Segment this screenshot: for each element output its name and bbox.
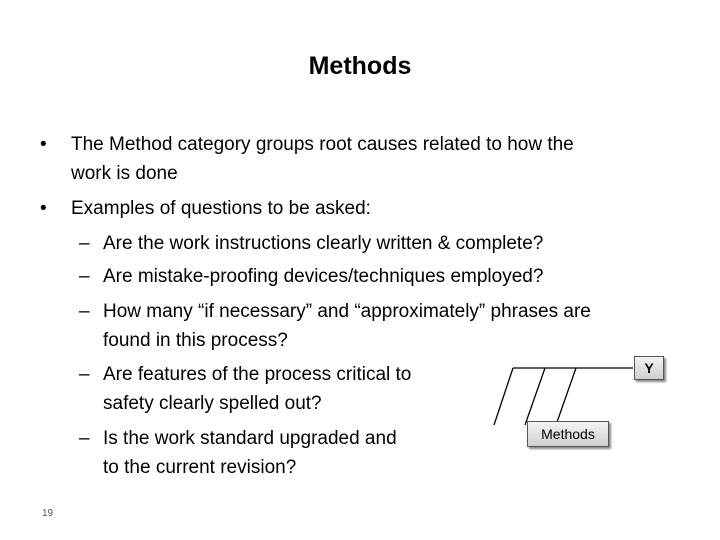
bone-line — [556, 368, 576, 425]
sub-bullet-line: Are the work instructions clearly written & complete? — [103, 233, 544, 254]
bone-line — [494, 368, 513, 425]
bullet-line: Examples of questions to be asked: — [71, 198, 371, 219]
slide-title: Methods — [308, 52, 412, 80]
bullet-line: work is done — [71, 163, 178, 184]
dash-icon: – — [79, 364, 90, 385]
bone-line — [525, 368, 545, 425]
dash-icon: – — [79, 266, 90, 287]
sub-bullet-line: Are mistake-proofing devices/techniques employed? — [103, 266, 544, 287]
effect-box: Y — [634, 356, 664, 380]
sub-bullet-line: How many “if necessary” and “approximately” phrases are — [103, 301, 591, 322]
bullet-dot-icon: • — [40, 198, 47, 219]
sub-bullet-line: Are features of the process critical to — [103, 364, 412, 385]
bullet-line: The Method category groups root causes related to how the — [71, 134, 574, 155]
sub-bullet-line: Is the work standard upgraded and — [103, 428, 397, 449]
sub-bullet-line: found in this process? — [103, 330, 288, 351]
dash-icon: – — [79, 301, 90, 322]
category-box: Methods — [527, 421, 609, 447]
sub-bullet-line: to the current revision? — [103, 457, 297, 478]
bullet-dot-icon: • — [40, 134, 47, 155]
page-number: 19 — [42, 508, 54, 519]
dash-icon: – — [79, 233, 90, 254]
sub-bullet-line: safety clearly spelled out? — [103, 393, 322, 414]
dash-icon: – — [79, 428, 90, 449]
